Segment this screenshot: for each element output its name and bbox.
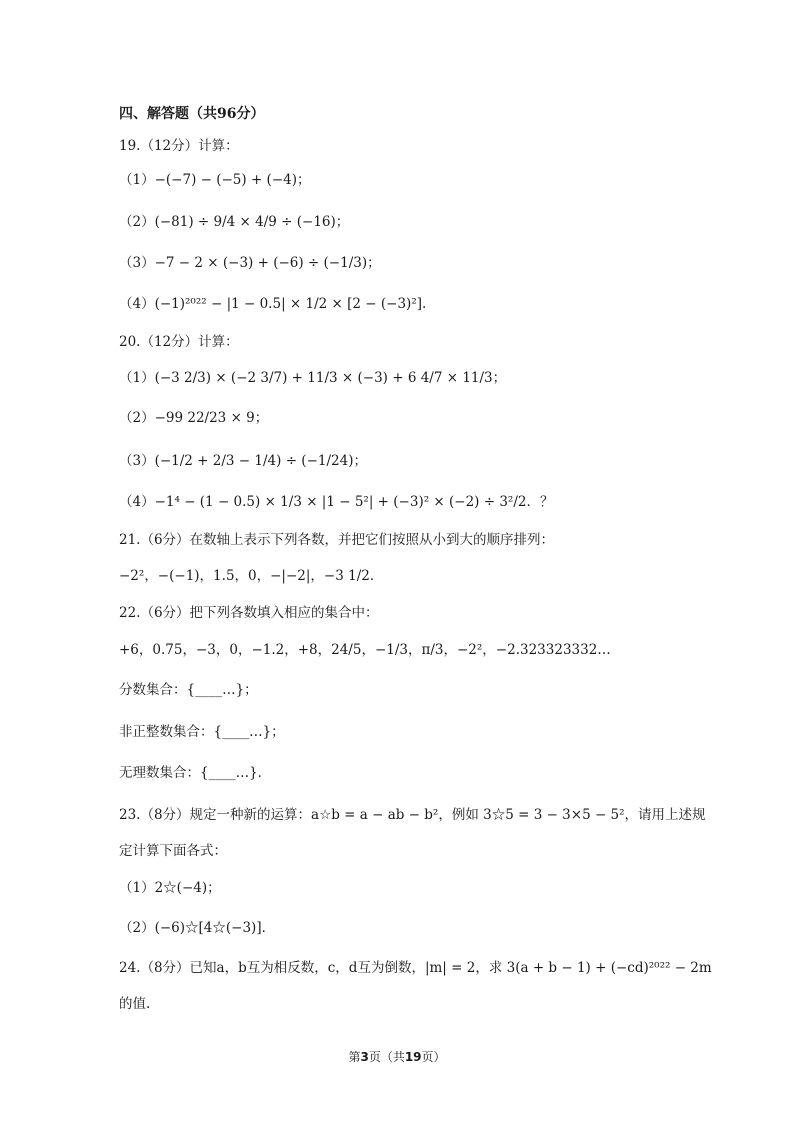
question-23-part-2: （2）(−6)☆[4☆(−3)]．: [119, 920, 276, 936]
question-23-part-1: （1）2☆(−4)；: [119, 880, 221, 896]
question-20-part-1: （1）(−3 2/3) × (−2 3/7) + 11/3 × (−3) + 6 4/7 × 11/3；: [119, 370, 507, 386]
question-21-heading: 21.（6分）在数轴上表示下列各数，并把它们按照从小到大的顺序排列：: [119, 532, 555, 548]
question-23-heading: 23.（8分）规定一种新的运算：a☆b = a − ab − b²，例如 3☆5 = 3 − 3×5 − 5²，请用上述规: [119, 807, 706, 823]
footer-suffix: 页）: [421, 1050, 446, 1064]
question-23-heading-continued: 定计算下面各式：: [119, 843, 227, 859]
footer-middle: 页（共: [368, 1050, 405, 1064]
question-24-heading: 24.（8分）已知a，b互为相反数，c，d互为倒数，|m| = 2，求 3(a + b − 1) + (−cd)²⁰²² − 2m: [119, 960, 712, 976]
fraction-set: 分数集合：{____…}；: [119, 682, 258, 698]
footer-prefix: 第: [348, 1050, 361, 1064]
footer-page-number: 3: [360, 1050, 369, 1064]
footer-total-pages: 19: [404, 1050, 422, 1064]
question-19-part-3: （3）−7 − 2 × (−3) + (−6) ÷ (−1/3)；: [119, 255, 381, 271]
question-19-part-1: （1）−(−7) − (−5) + (−4)；: [119, 172, 311, 188]
question-20-heading: 20.（12分）计算：: [119, 334, 239, 350]
question-22-numbers: +6，0.75，−3，0，−1.2，+8，24/5，−1/3，π/3，−2²，−2.323323332…: [119, 642, 611, 658]
question-20-part-4: （4）−1⁴ − (1 − 0.5) × 1/3 × |1 − 5²| + (−3)² × (−2) ÷ 3²/2．？: [119, 494, 554, 510]
question-21-numbers: −2²，−(−1)，1.5，0，−|−2|，−3 1/2．: [119, 568, 384, 584]
page-footer: [0, 1048, 794, 1065]
question-20-part-3: （3）(−1/2 + 2/3 − 1/4) ÷ (−1/24)；: [119, 453, 367, 469]
question-22-heading: 22.（6分）把下列各数填入相应的集合中：: [119, 605, 379, 621]
irrational-set: 无理数集合：{____…}．: [119, 765, 272, 781]
question-19-heading: 19.（12分）计算：: [119, 138, 239, 154]
question-24-heading-continued: 的值.: [119, 996, 151, 1012]
question-19-part-2: （2）(−81) ÷ 9/4 × 4/9 ÷ (−16)；: [119, 214, 350, 230]
question-19-part-4: （4）(−1)²⁰²² − |1 − 0.5| × 1/2 × [2 − (−3)²].: [119, 296, 427, 312]
question-20-part-2: （2）−99 22/23 × 9；: [119, 410, 269, 426]
section-title: 四、解答题（共96分）: [119, 106, 265, 122]
non-positive-integer-set: 非正整数集合：{____…}；: [119, 724, 285, 740]
